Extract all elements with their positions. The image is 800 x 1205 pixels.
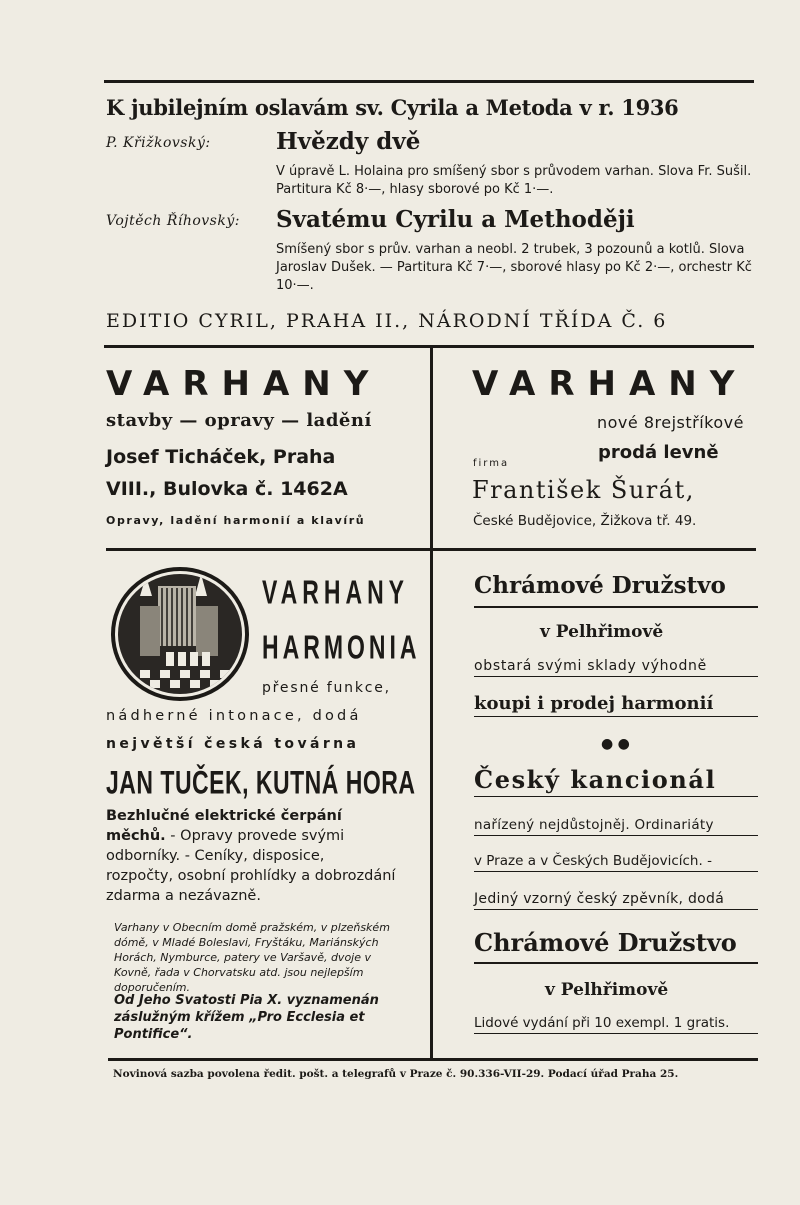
surat-headline: VARHANY — [472, 364, 748, 404]
tucek-bold-lead: Bezhlučné elektrické čerpání měchů. — [106, 808, 342, 844]
druzstvo-city2: v Pelhřimově — [545, 980, 669, 1000]
organ-pipes-icon — [110, 566, 250, 702]
tichacek-note: Opravy, ladění harmonií a klavírů — [106, 514, 366, 527]
composer-krizkovsky: P. Křižkovský: — [106, 135, 211, 151]
footer-note: Novinová sazba povolena ředit. pošt. a telegrafů v Praze č. 90.336-VII-29. Podací úřad Praha 25. — [113, 1068, 679, 1080]
druzstvo-line3: nařízený nejdůstojněj. Ordinariáty — [474, 817, 758, 836]
jubilee-title: K jubilejním oslavám sv. Cyrila a Metoda v r. 1936 — [106, 95, 679, 120]
grid-rule-vertical — [430, 345, 433, 1060]
organ-emblem — [110, 566, 250, 702]
tucek-headline2: HARMONIA — [262, 628, 421, 666]
tucek-line3: největší česká továrna — [106, 736, 360, 752]
tucek-body — [106, 806, 396, 906]
druzstvo-line5: Jediný vzorný český zpěvník, dodá — [474, 891, 758, 910]
tichacek-name-line2: VIII., Bulovka č. 1462A — [106, 478, 348, 500]
tucek-line1: přesné funkce, — [262, 680, 391, 696]
tucek-line2: nádherné intonace, dodá — [106, 708, 362, 724]
druzstvo-rule-1 — [474, 606, 758, 608]
surat-line2: prodá levně — [598, 442, 719, 463]
composer-rihovsky: Vojtěch Říhovský: — [106, 213, 240, 229]
tucek-headline1: VARHANY — [262, 573, 410, 611]
tucek-references: Varhany v Obecním domě pražském, v plzeňském dómě, v Mladé Boleslavi, Fryštáku, Mariánských Horách, Nymburce, patery ve Varšavě, dvoje v Kovně, řada v Chorvatsku atd. jsou nejlepším doporučením. — [114, 921, 390, 994]
work-hvezdy-dve-description: V úpravě L. Holaina pro smíšený sbor s průvodem varhan. Slova Fr. Sušil. Partitura Kč 8·—, hlasy sborové po Kč 1·—. — [276, 164, 752, 197]
tucek-honor: Od Jeho Svatosti Pia X. vyznamenán záslužným křížem „Pro Ecclesia et Pontifice“. — [114, 993, 379, 1042]
tichacek-name-line1: Josef Ticháček, Praha — [106, 446, 336, 468]
grid-rule-top — [104, 345, 754, 348]
druzstvo-name1: Chrámové Družstvo — [474, 572, 726, 599]
tucek-company: JAN TUČEK, KUTNÁ HORA — [106, 764, 416, 801]
surat-address: České Budějovice, Žižkova tř. 49. — [473, 513, 697, 529]
druzstvo-line4: v Praze a v Českých Budějovicích. - — [474, 853, 758, 872]
tichacek-subtitle: stavby — opravy — ladění — [106, 410, 372, 431]
surat-line1: nové 8rejstříkové — [597, 413, 744, 432]
druzstvo-line2: koupi i prodej harmonií — [474, 693, 758, 717]
druzstvo-city1: v Pelhřimově — [540, 622, 664, 642]
druzstvo-rule-2 — [474, 962, 758, 964]
top-rule — [104, 80, 754, 83]
surat-firm-label: firma — [473, 458, 510, 469]
grid-rule-bottom — [108, 1058, 758, 1061]
work-hvezdy-dve: Hvězdy dvě — [276, 128, 421, 155]
work-svatemu-cyrilu-description: Smíšený sbor s prův. varhan a neobl. 2 trubek, 3 pozounů a kotlů. Slova Jaroslav Dušek. — Partitura Kč 7·—, sborové hlasy po Kč 2·—, orchestr Kč 10·—. — [276, 242, 752, 293]
surat-firm-name: František Šurát, — [472, 476, 695, 504]
publisher-address: EDITIO CYRIL, PRAHA II., NÁRODNÍ TŘÍDA Č. 6 — [106, 310, 668, 332]
druzstvo-line1: obstará svými sklady výhodně — [474, 658, 758, 677]
druzstvo-title: Český kancionál — [474, 765, 758, 797]
druzstvo-name2: Chrámové Družstvo — [474, 928, 737, 957]
tucek-body-text: - Opravy provede svými odborníky. - Ceníky, disposice, rozpočty, osobní prohlídky a dobrozdání zdarma a nezávazně. — [106, 828, 396, 904]
work-svatemu-cyrilu: Svatému Cyrilu a Methoději — [276, 206, 635, 233]
druzstvo-dots: ● ● — [601, 736, 630, 752]
druzstvo-line6: Lidové vydání při 10 exempl. 1 gratis. — [474, 1015, 758, 1034]
tichacek-headline: VARHANY — [106, 364, 382, 404]
